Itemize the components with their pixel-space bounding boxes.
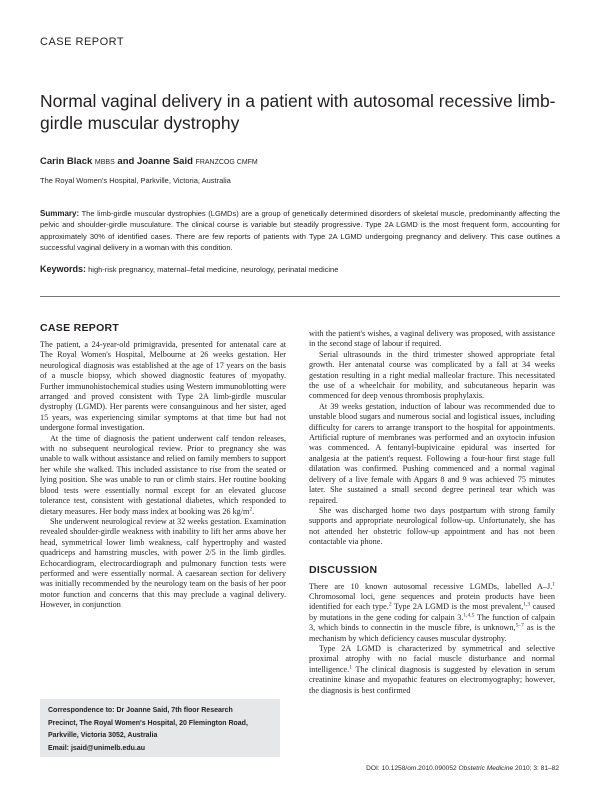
article-type-label: CASE REPORT [40, 36, 125, 48]
citation: 1 [552, 580, 555, 587]
doi[interactable]: DOI: 10.1258/om.2010.090052 [366, 765, 457, 772]
correspondence-line: Correspondence to: Dr Joanne Said, 7th floor Research [48, 707, 233, 714]
journal-name: Obstetric Medicine [458, 765, 514, 772]
correspondence-email[interactable]: Email: jsaid@unimelb.edu.au [48, 744, 146, 752]
paragraph-text: Type 2A LGMD is characterized by symmetrical and selective proximal atrophy with no facial muscle disturbance and normal intelligence. [309, 643, 555, 674]
discussion-body [309, 582, 555, 696]
keywords-label: Keywords: [40, 264, 87, 274]
citation: 1,4,5 [463, 612, 475, 619]
affiliation: The Royal Women's Hospital, Parkville, Victoria, Australia [40, 176, 231, 185]
author-1-name: Carin Black [40, 156, 93, 167]
case-report-body [40, 340, 286, 611]
paragraph [40, 434, 286, 517]
citation: 1 [349, 664, 352, 671]
citation: 5–7 [515, 622, 524, 629]
paragraph-text: Type 2A LGMD is the most prevalent, [391, 602, 524, 612]
page-footer [366, 765, 559, 772]
discussion-heading: DISCUSSION [309, 563, 378, 576]
case-report-heading: CASE REPORT [40, 322, 120, 334]
summary [40, 208, 560, 254]
author-2-name: Joanne Said [136, 156, 193, 167]
summary-text: The limb-girdle muscular dystrophies (LGMDs) are a group of genetically determined disorders of skeletal muscle, predominantly affecting the pelvic and shoulder-girdle musculature. The clinical course is variable but steadily progressive. Type 2A LGMD is the most frequent form, accounting for approximately 30% of identified cases. There are few reports of patients with Type 2A LGMD undergoing pregnancy and delivery. This case outlines a successful vaginal delivery in a woman with this condition. [40, 209, 560, 253]
right-column [309, 329, 555, 696]
paragraph [309, 644, 555, 696]
author-1-credentials: MBBS [94, 159, 115, 166]
paragraph-text: as is the mechanism by which deficiency causes muscular dystrophy. [309, 623, 555, 643]
paragraph-text: caused by mutations in the gene coding for calpain 3. [309, 602, 556, 622]
citation: 1,3 [523, 601, 531, 608]
paragraph [309, 582, 555, 644]
paragraph-text: At the time of diagnosis the patient underwent calf tendon releases, with no subsequent neurological review. Prior to pregnancy she was unable to walk without assistance and relied on family members to support her while she walked. This included assistance to rise from the seated or lying position. She was unable to run or climb stairs. Her routine booking blood tests were essentially normal except for an elevated glucose tolerance test, consistent with gestational diabetes, which responded to dietary measures. Her body mass index at booking was 26 kg/m [40, 433, 286, 516]
correspondence-box [40, 699, 280, 757]
article-title: Normal vaginal delivery in a patient with autosomal recessive limb-girdle muscular dystrophy [40, 91, 556, 133]
paragraph: with the patient's wishes, a vaginal delivery was proposed, with assistance in the second stage of labour if required. [309, 329, 555, 349]
case-report-continued [309, 329, 555, 548]
keywords-text: high-risk pregnancy, maternal–fetal medicine, neurology, perinatal medicine [88, 265, 339, 274]
paragraph-text: The clinical diagnosis is suggested by elevation in serum creatinine kinase and myopathic features on electromyography; however, the diagnosis is best confirmed [309, 664, 555, 695]
paragraph-text: Chromosomal loci, gene sequences and protein products have been identified for each type. [309, 591, 555, 612]
author-2-credentials: FRANZCOG CMFM [195, 159, 258, 166]
paragraph: Serial ultrasounds in the third trimester showed appropriate fetal growth. Her antenatal course was complicated by a fall at 34 weeks gestation resulting in a right medial malleolar fracture. This necessitated the use of a wheelchair for mobility, and subcutaneous heparin was commenced for deep venous thrombosis prophylaxis. [309, 349, 555, 401]
author-line [40, 156, 258, 167]
superscript: 2 [249, 505, 253, 512]
paragraph: She underwent neurological review at 32 weeks gestation. Examination revealed shoulder-girdle weakness with inability to lift her arms above her head, symmetrical lower limb weakness, calf hypertrophy and wasted quadriceps and hamstring muscles, with power 2/5 in the limb girdles. Echocardiogram, electrocardiograph and pulmonary function tests were performed and were essentially normal. A caesarean section for delivery was initially recommended by the neurology team on the basis of her poor motor function and concerns that this may preclude a vaginal delivery. However, in conjunction [40, 516, 286, 610]
correspondence-line: Parkville, Victoria 3052, Australia [48, 732, 158, 739]
paragraph: At 39 weeks gestation, induction of labour was recommended due to unstable blood sugars and numerous social and logistical issues, including difficulty for carers to arrange transport to the hospital for appointments. Artificial rupture of membranes was performed and an oxytocin infusion was commenced. A fentanyl-bupivicaine epidural was inserted for analgesia at the patient's request. Following a four-hour first stage full dilatation was confirmed. Pushing commenced and a normal vaginal delivery of a live female with Apgars 8 and 9 was achieved 75 minutes later. She sustained a small second degree perineal tear which was repaired. [309, 401, 555, 505]
paragraph-text: . [252, 506, 255, 516]
paragraph: The patient, a 24-year-old primigravida, presented for antenatal care at The Royal Women's Hospital, Melbourne at 26 weeks gestation. Her neurological diagnosis was established at the age of 17 years on the basis of a muscle biopsy, which showed diagnostic features of myopathy. Further immunohistochemical studies using Western immunoblotting were arranged and proved consistent with Type 2A limb-girdle muscular dystrophy (LGMD). Her parents were consanguinous and her sister, aged 15 years, was experiencing similar symptoms at that time but had not undergone formal investigation. [40, 340, 286, 433]
keywords [40, 264, 338, 274]
paragraph: She was discharged home two days postpartum with strong family supports and appropriate neurological follow-up. Unfortunately, she has not attended her obstetric follow-up appointment and has not been contactable via phone. [309, 505, 555, 547]
correspondence-line: Precinct, The Royal Women's Hospital, 20 Flemington Road, [48, 719, 248, 727]
issue-info: 2010; 3: 81–82 [515, 765, 559, 772]
section-divider [40, 296, 560, 297]
left-column [40, 322, 286, 611]
summary-label: Summary: [40, 209, 80, 218]
paragraph-text: There are 10 known autosomal recessive LGMDs, labelled A–J. [309, 581, 553, 591]
paragraph-text: The function of calpain 3, which binds to connectin in the muscle fibre, is unknown, [309, 612, 555, 633]
author-joiner: and [117, 156, 135, 167]
citation: 2 [388, 601, 392, 608]
